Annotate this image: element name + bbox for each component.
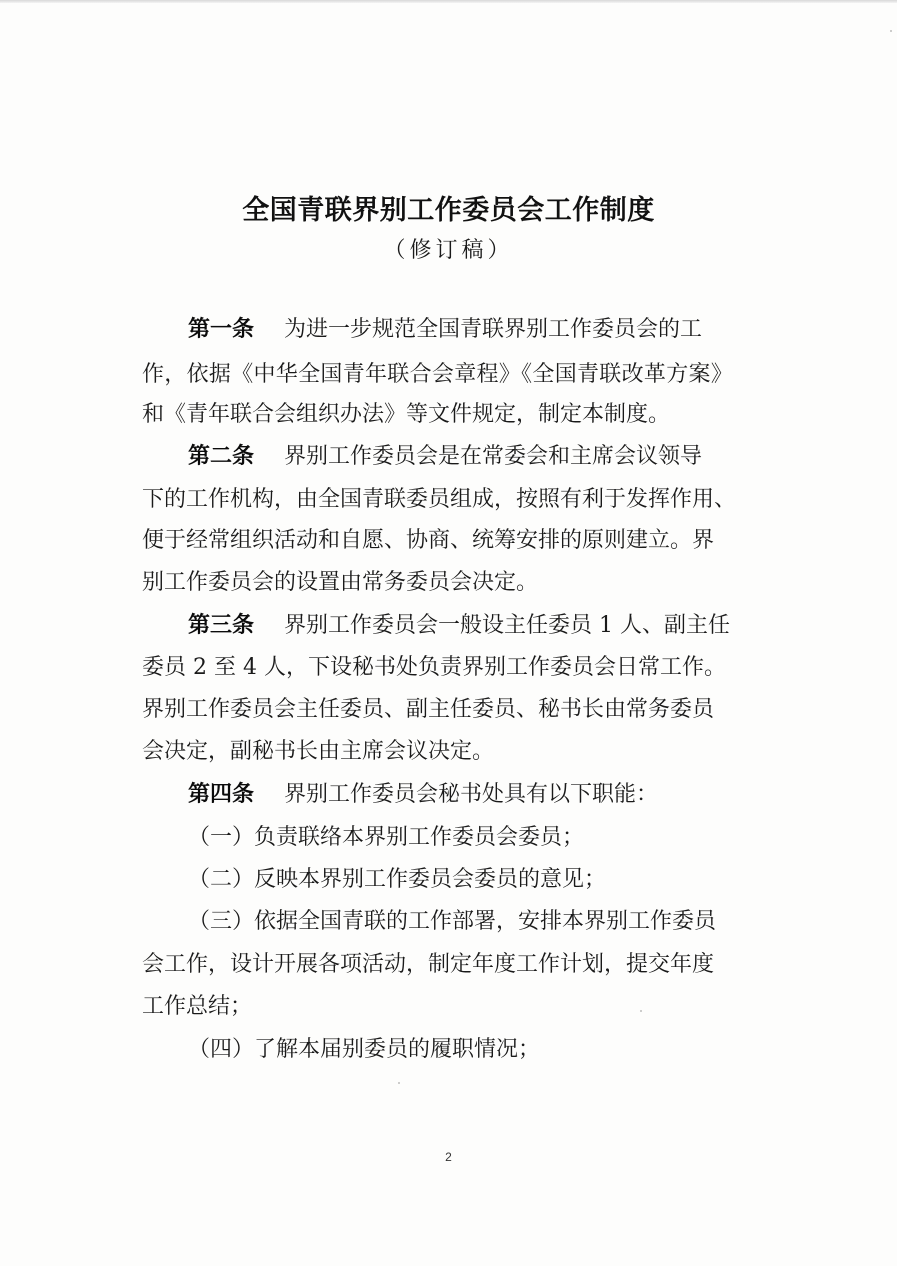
article-4-item-2: （二）反映本界别工作委员会委员的意见；	[188, 867, 607, 892]
article-3-line-3: 界别工作委员会主任委员、副主任委员、秘书长由常务委员	[142, 697, 715, 722]
article-4-label: 第四条	[188, 782, 255, 807]
article-3-line-4: 会决定，副秘书长由主席会议决定。	[142, 739, 495, 764]
article-1-line-2: 作，依据《中华全国青年联合会章程》《全国青联改革方案》	[142, 362, 734, 387]
page-number: 2	[445, 1150, 452, 1164]
article-4-item-3-line-2: 会工作，设计开展各项活动，制定年度工作计划，提交年度	[142, 952, 715, 977]
article-4-item-4: （四）了解本届别委员的履职情况；	[188, 1037, 541, 1062]
article-2-line-4: 别工作委员会的设置由常务委员会决定。	[142, 570, 539, 595]
body-text: 界别工作委员会秘书处具有以下职能：	[284, 782, 659, 807]
article-4-item-3-line-1: （三）依据全国青联的工作部署，安排本界别工作委员	[188, 909, 717, 934]
scan-speck	[890, 30, 892, 32]
article-2-line-1	[188, 437, 702, 477]
body-text: 界别工作委员会是在常委会和主席会议领导	[284, 444, 703, 469]
article-3-label: 第三条	[188, 613, 255, 638]
scan-speck	[398, 1082, 400, 1084]
article-4-line-1	[188, 775, 658, 815]
article-2-line-2: 下的工作机构，由全国青联委员组成，按照有利于发挥作用、	[142, 487, 737, 512]
article-3-line-1	[188, 606, 730, 646]
article-2-line-3: 便于经常组织活动和自愿、协商、统筹安排的原则建立。界	[142, 528, 715, 553]
document-title: 全国青联界别工作委员会工作制度	[242, 195, 655, 226]
article-4-item-1: （一）负责联络本界别工作委员会委员；	[188, 825, 585, 850]
article-4-item-3-line-3: 工作总结；	[142, 994, 253, 1019]
article-3-line-2: 委员 2 至 4 人，下设秘书处负责界别工作委员会日常工作。	[142, 655, 726, 680]
article-1-line-3: 和《青年联合会组织办法》等文件规定，制定本制度。	[142, 402, 671, 427]
article-2-label: 第二条	[188, 444, 255, 469]
body-text: 界别工作委员会一般设主任委员 1 人、副主任	[284, 613, 731, 638]
document-subtitle: （修订稿）	[383, 238, 514, 263]
article-1-line-1	[188, 310, 702, 350]
body-text: 为进一步规范全国青联界别工作委员会的工	[284, 317, 703, 342]
article-1-label: 第一条	[188, 317, 255, 342]
scan-top-edge	[0, 0, 897, 3]
scan-speck	[640, 1010, 642, 1012]
